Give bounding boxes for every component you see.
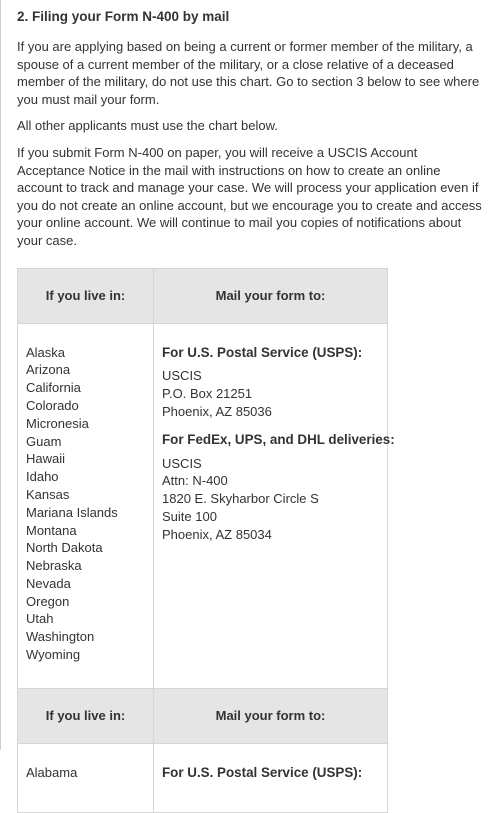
- usps-label: For U.S. Postal Service (USPS):: [162, 764, 363, 780]
- state-name: Montana: [26, 522, 77, 538]
- table-header-row: [18, 688, 388, 743]
- all-applicants-paragraph: All other applicants must use the chart below.: [17, 118, 278, 134]
- section-title: 2. Filing your Form N-400 by mail: [17, 9, 230, 24]
- state-name: Idaho: [26, 469, 59, 485]
- courier-address: [162, 455, 387, 544]
- table-header-row: [18, 268, 388, 323]
- state-name: Mariana Islands: [26, 504, 118, 520]
- state-name: Alaska: [26, 344, 66, 360]
- header-mail-your-form-to: Mail your form to:: [154, 688, 388, 743]
- state-name: Nebraska: [26, 558, 82, 574]
- table-row: [18, 743, 388, 812]
- address-line: P.O. Box 21251: [162, 386, 253, 402]
- header-if-you-live-in: If you live in:: [18, 688, 154, 743]
- state-name: Utah: [26, 611, 54, 627]
- state-name: Kansas: [26, 486, 70, 502]
- mailing-address-table: [17, 268, 395, 813]
- state-name: California: [26, 380, 81, 396]
- state-name: Alabama: [26, 764, 78, 780]
- address-line: Suite 100: [162, 508, 217, 524]
- address-line: Phoenix, AZ 85036: [162, 403, 272, 419]
- usps-label: For U.S. Postal Service (USPS):: [162, 344, 363, 360]
- state-name: Guam: [26, 433, 62, 449]
- address-line: USCIS: [162, 455, 202, 471]
- state-name: Micronesia: [26, 415, 89, 431]
- states-list: [18, 743, 154, 812]
- states-list: [18, 323, 154, 688]
- military-paragraph: If you are applying based on being a current or former member of the military, a spouse of a current member of the military, or a close relative of a deceased member of the military, do not use this chart. Go to section 3 below to see where you must mail your form.: [17, 39, 480, 107]
- header-if-you-live-in: If you live in:: [18, 268, 154, 323]
- state-name: Nevada: [26, 575, 71, 591]
- address-line: 1820 E. Skyharbor Circle S: [162, 491, 319, 507]
- state-name: Hawaii: [26, 451, 66, 467]
- state-name: Wyoming: [26, 647, 81, 663]
- usps-address: [162, 367, 387, 420]
- address-line: Attn: N-400: [162, 473, 228, 489]
- table-row: [18, 323, 388, 688]
- online-account-paragraph: If you submit Form N-400 on paper, you will receive a USCIS Account Acceptance Notice in the mail with instructions on how to create an online account to track and manage your case. We will process your application even if you do not create an online account, but we encourage you to create and access your online account. We will continue to mail you copies of notifications about your case.: [17, 144, 482, 248]
- header-mail-your-form-to: Mail your form to:: [154, 268, 388, 323]
- section-filing-by-mail: [1, 0, 487, 813]
- state-name: Colorado: [26, 397, 79, 413]
- address-line: Phoenix, AZ 85034: [162, 526, 272, 542]
- mailing-addresses: [154, 323, 395, 688]
- courier-label: For FedEx, UPS, and DHL deliveries:: [162, 431, 395, 447]
- state-name: Oregon: [26, 593, 70, 609]
- state-name: Arizona: [26, 362, 71, 378]
- state-name: Washington: [26, 629, 95, 645]
- state-name: North Dakota: [26, 540, 103, 556]
- address-line: USCIS: [162, 368, 202, 384]
- mailing-addresses: [154, 743, 388, 812]
